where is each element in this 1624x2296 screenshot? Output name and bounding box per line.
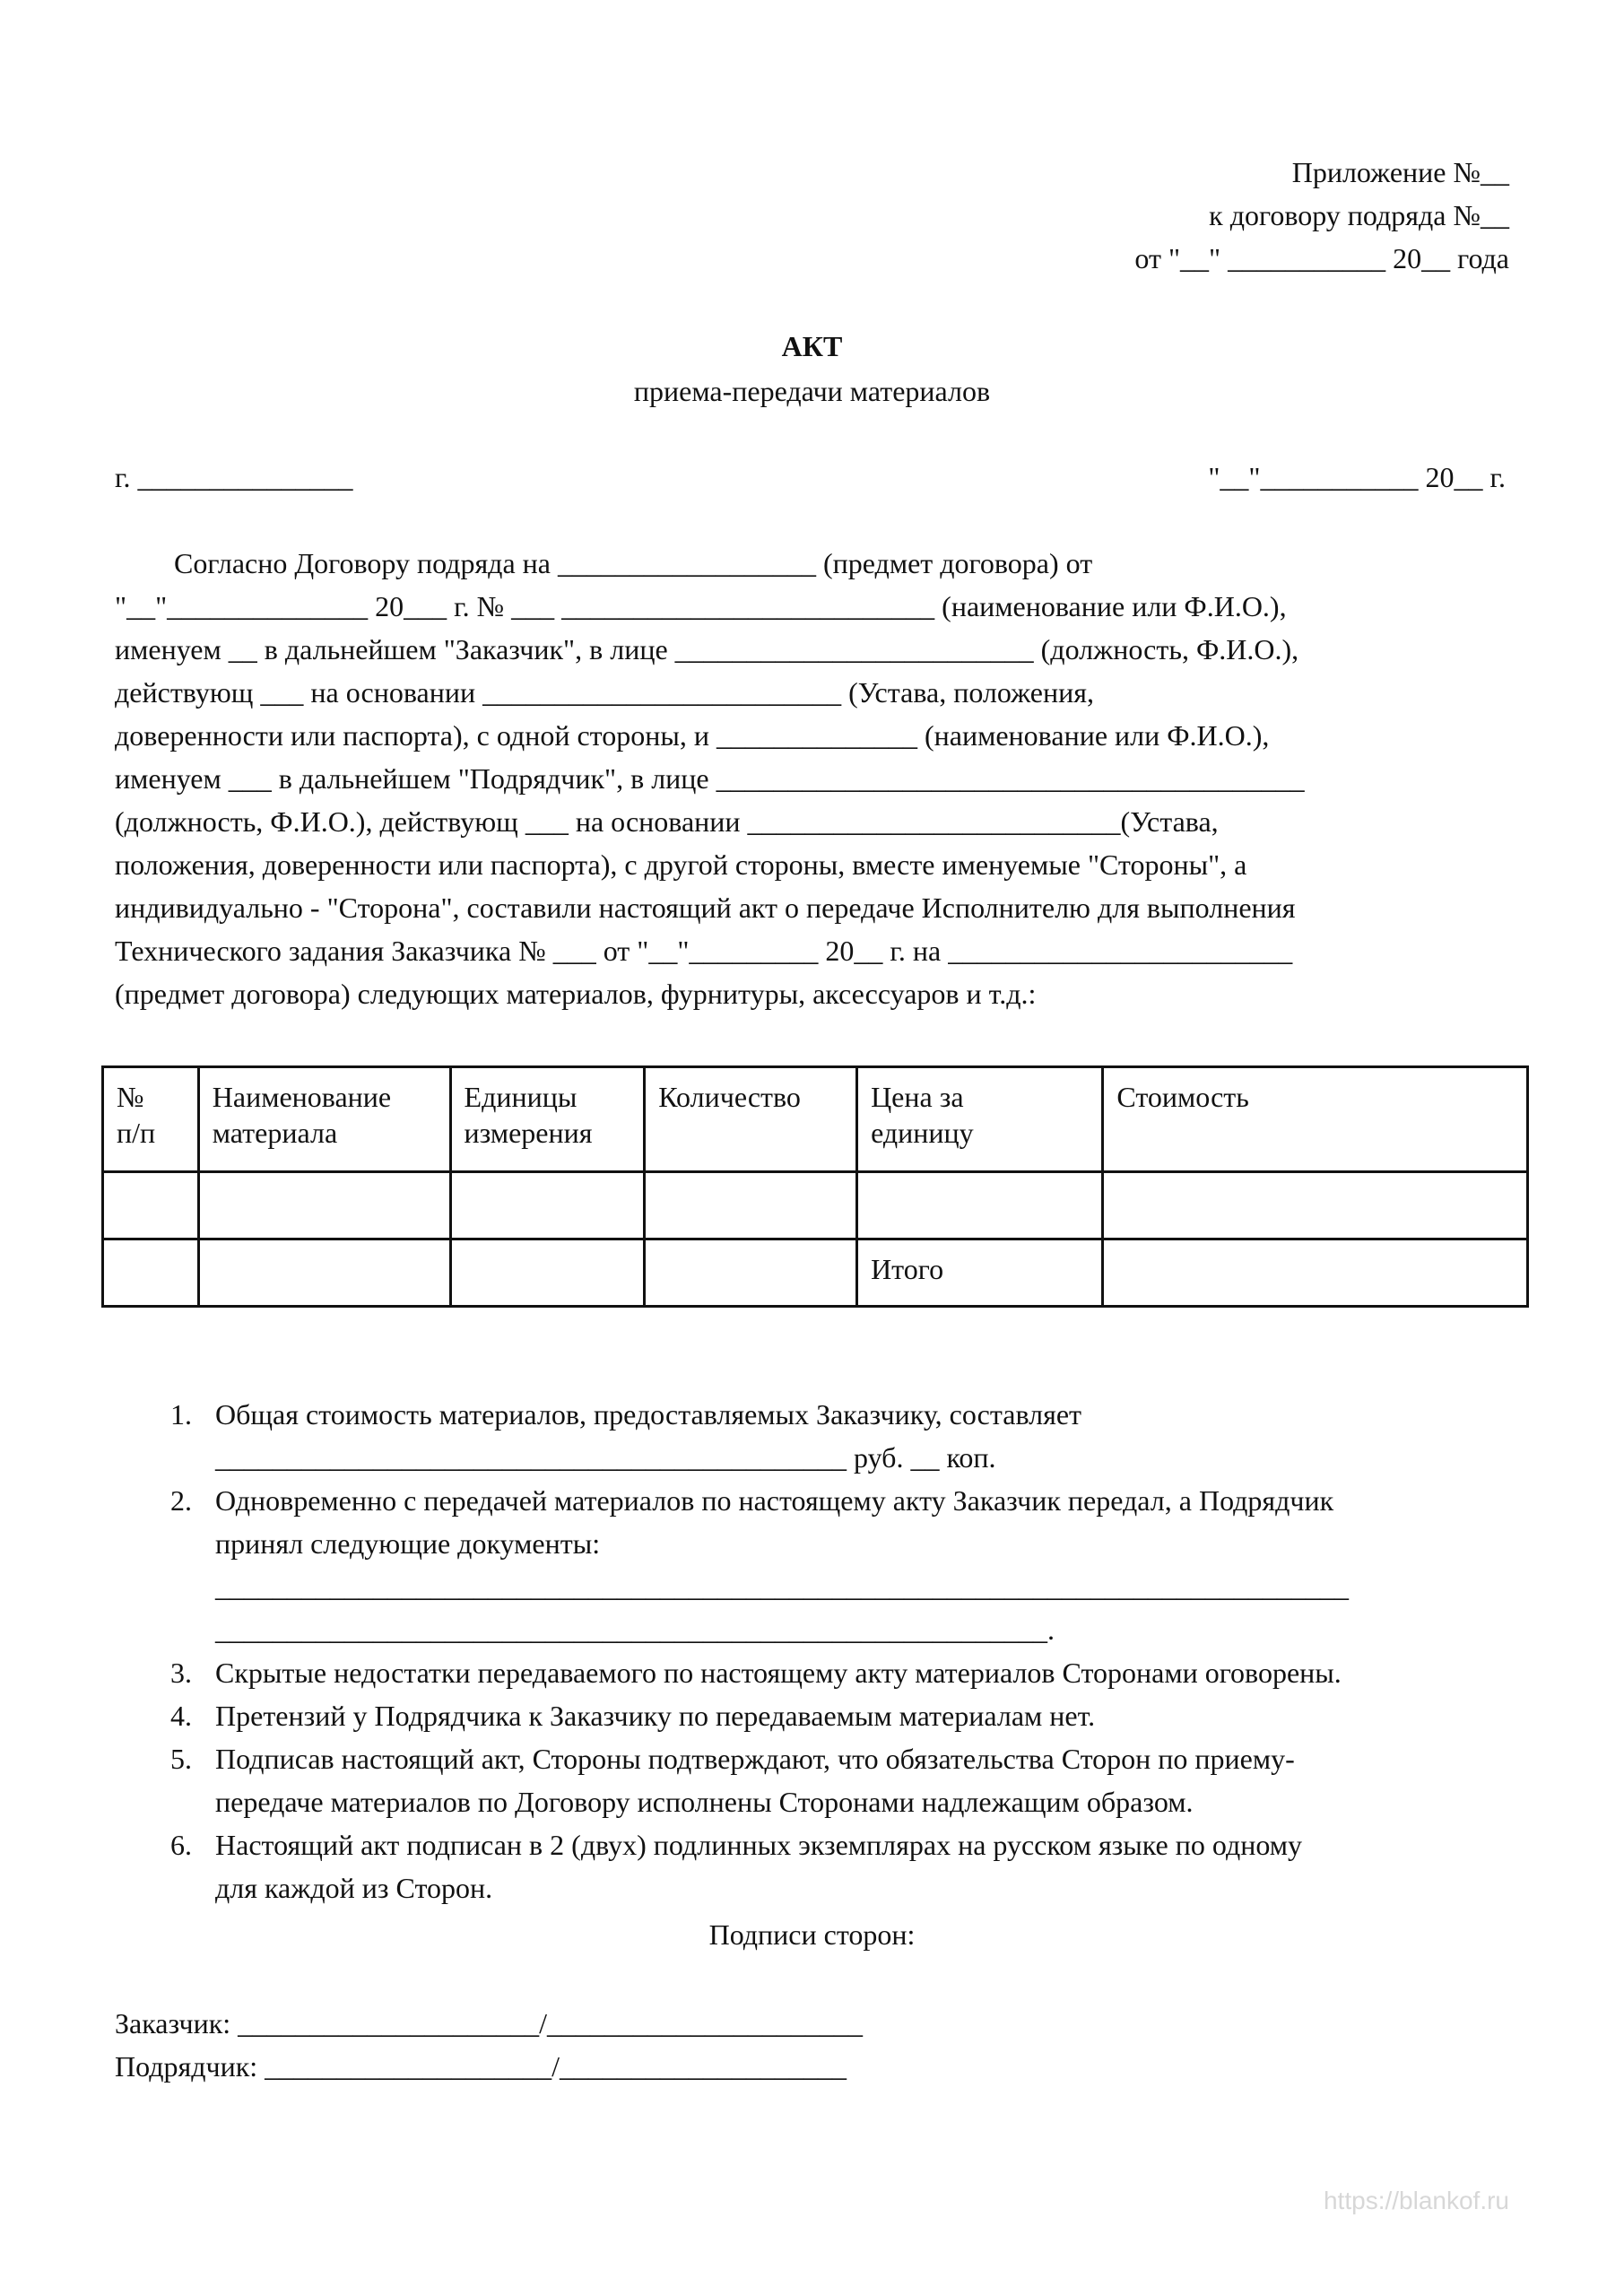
body-line: именуем __ в дальнейшем "Заказчик", в лице _________________________ (должность, Ф.И.О.), (115, 633, 1299, 665)
list-item-text: Настоящий акт подписан в 2 (двух) подлинных экземплярах на русском языке по одному (215, 1829, 1302, 1861)
table-cell (103, 1239, 199, 1307)
appendix-number: Приложение №__ (1291, 156, 1509, 188)
table-cell (645, 1172, 857, 1239)
col-header-cost: Стоимость (1103, 1067, 1528, 1172)
total-label-cell: Итого (857, 1239, 1103, 1307)
body-line: (предмет договора) следующих материалов, фурнитуры, аксессуаров и т.д.: (115, 978, 1037, 1010)
table-cell (857, 1172, 1103, 1239)
document-title: АКТ (781, 330, 843, 362)
col-header-quantity: Количество (645, 1067, 857, 1172)
table-header-row (103, 1067, 1528, 1172)
table-cell (450, 1239, 645, 1307)
list-item-text: Подписав настоящий акт, Стороны подтверждают, что обязательства Сторон по приему- (215, 1743, 1295, 1775)
list-item-text: Одновременно с передачей материалов по настоящему акту Заказчик передал, а Подрядчик (215, 1484, 1334, 1517)
table-row-total (103, 1239, 1528, 1307)
list-item-number: 4. (170, 1700, 192, 1732)
table-cell (198, 1239, 450, 1307)
body-line: индивидуально - "Сторона", составили настоящий акт о передаче Исполнителю для выполнения (115, 891, 1296, 924)
col-header-unit-price: Цена за единицу (857, 1067, 1103, 1172)
body-line: действующ ___ на основании _________________________ (Устава, положения, (115, 676, 1094, 709)
list-item-number: 6. (170, 1829, 192, 1861)
table-cell (1103, 1172, 1528, 1239)
city-field: г. _______________ (115, 461, 353, 493)
list-item-text: __________________________________________________________. (215, 1613, 1055, 1646)
body-line: (должность, Ф.И.О.), действующ ___ на основании __________________________(Устава, (115, 805, 1219, 838)
list-item-text: для каждой из Сторон. (215, 1872, 493, 1904)
table-cell (103, 1172, 199, 1239)
table-row (103, 1172, 1528, 1239)
list-item-text: Скрытые недостатки передаваемого по настоящему акту материалов Сторонами оговорены. (215, 1657, 1342, 1689)
list-item-text: Общая стоимость материалов, предоставляемых Заказчику, составляет (215, 1398, 1081, 1431)
list-item-text: передаче материалов по Договору исполнены Сторонами надлежащим образом. (215, 1786, 1194, 1818)
body-line: Согласно Договору подряда на __________________ (предмет договора) от (174, 547, 1093, 579)
list-item-text: принял следующие документы: (215, 1527, 601, 1560)
table-cell (645, 1239, 857, 1307)
table-cell (198, 1172, 450, 1239)
body-line: Технического задания Заказчика № ___ от "__"_________ 20__ г. на ________________________ (115, 935, 1293, 967)
watermark: https://blankof.ru (1323, 2187, 1509, 2214)
body-line: "__"______________ 20___ г. № ___ __________________________ (наименование или Ф.И.О.), (115, 590, 1287, 622)
list-item-text: ____________________________________________ руб. __ коп. (215, 1441, 996, 1474)
list-item-number: 1. (170, 1398, 192, 1431)
contract-date: от "__" ___________ 20__ года (1134, 242, 1509, 274)
body-line: положения, доверенности или паспорта), с другой стороны, вместе именуемые "Стороны", а (115, 848, 1247, 881)
materials-table (101, 1065, 1529, 1308)
customer-signature-line: Заказчик: _____________________/______________________ (115, 2007, 864, 2039)
col-header-number: № п/п (103, 1067, 199, 1172)
table-cell (1103, 1239, 1528, 1307)
list-item-number: 2. (170, 1484, 192, 1517)
table-cell (450, 1172, 645, 1239)
list-item-text: Претензий у Подрядчика к Заказчику по передаваемым материалам нет. (215, 1700, 1096, 1732)
list-item-number: 5. (170, 1743, 192, 1775)
list-item-number: 3. (170, 1657, 192, 1689)
signatures-heading: Подписи сторон: (708, 1918, 916, 1951)
body-line: именуем ___ в дальнейшем "Подрядчик", в лице _________________________________________ (115, 762, 1305, 795)
list-item-text: _______________________________________________________________________________ (215, 1570, 1349, 1603)
document-subtitle: приема-передачи материалов (633, 375, 991, 407)
contractor-signature-line: Подрядчик: ____________________/____________________ (115, 2050, 847, 2083)
col-header-material-name: Наименование материала (198, 1067, 450, 1172)
contract-reference: к договору подряда №__ (1209, 199, 1509, 231)
body-line: доверенности или паспорта), с одной стороны, и ______________ (наименование или Ф.И.О.), (115, 719, 1270, 752)
date-field: "__"___________ 20__ г. (1208, 461, 1506, 493)
col-header-unit: Единицы измерения (450, 1067, 645, 1172)
